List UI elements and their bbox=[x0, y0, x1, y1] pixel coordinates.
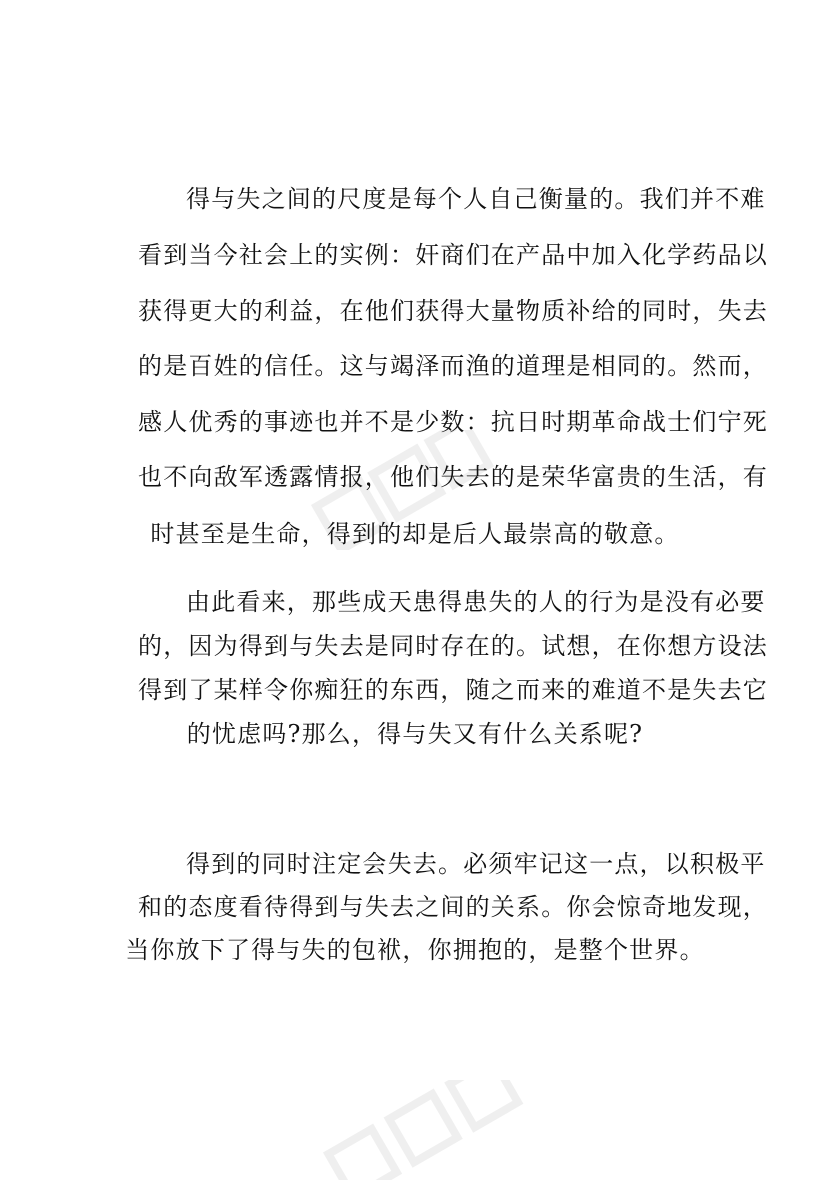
text-line: 获得更大的利益，在他们获得大量物质补给的同时，失去 bbox=[138, 297, 768, 325]
text-line: 得与失之间的尺度是每个人自己衡量的。我们并不难 bbox=[186, 185, 766, 213]
text-line: 时甚至是生命，得到的却是后人最崇高的敬意。 bbox=[150, 520, 680, 548]
text-line: 和的态度看待得到与失去之间的关系。你会惊奇地发现， bbox=[138, 893, 768, 921]
text-line: 由此看来，那些成天患得患失的人的行为是没有必要 bbox=[186, 588, 766, 616]
text-line: 感人优秀的事迹也并不是少数：抗日时期革命战士们宁死 bbox=[138, 408, 768, 436]
watermark-logo-icon bbox=[300, 1080, 560, 1180]
text-line: 的，因为得到与失去是同时存在的。试想，在你想方设法 bbox=[138, 632, 768, 660]
text-line: 当你放下了得与失的包袱，你拥抱的，是整个世界。 bbox=[125, 936, 705, 964]
text-line: 的忧虑吗?那么，得与失又有什么关系呢? bbox=[186, 720, 644, 748]
text-line: 看到当今社会上的实例：奸商们在产品中加入化学药品以 bbox=[138, 241, 768, 269]
text-line: 得到了某样令你痴狂的东西，随之而来的难道不是失去它 bbox=[138, 676, 768, 704]
text-line: 得到的同时注定会失去。必须牢记这一点，以积极平 bbox=[186, 850, 766, 878]
text-line: 的是百姓的信任。这与竭泽而渔的道理是相同的。然而， bbox=[138, 352, 768, 380]
text-line: 也不向敌军透露情报，他们失去的是荣华富贵的生活，有 bbox=[138, 463, 768, 491]
